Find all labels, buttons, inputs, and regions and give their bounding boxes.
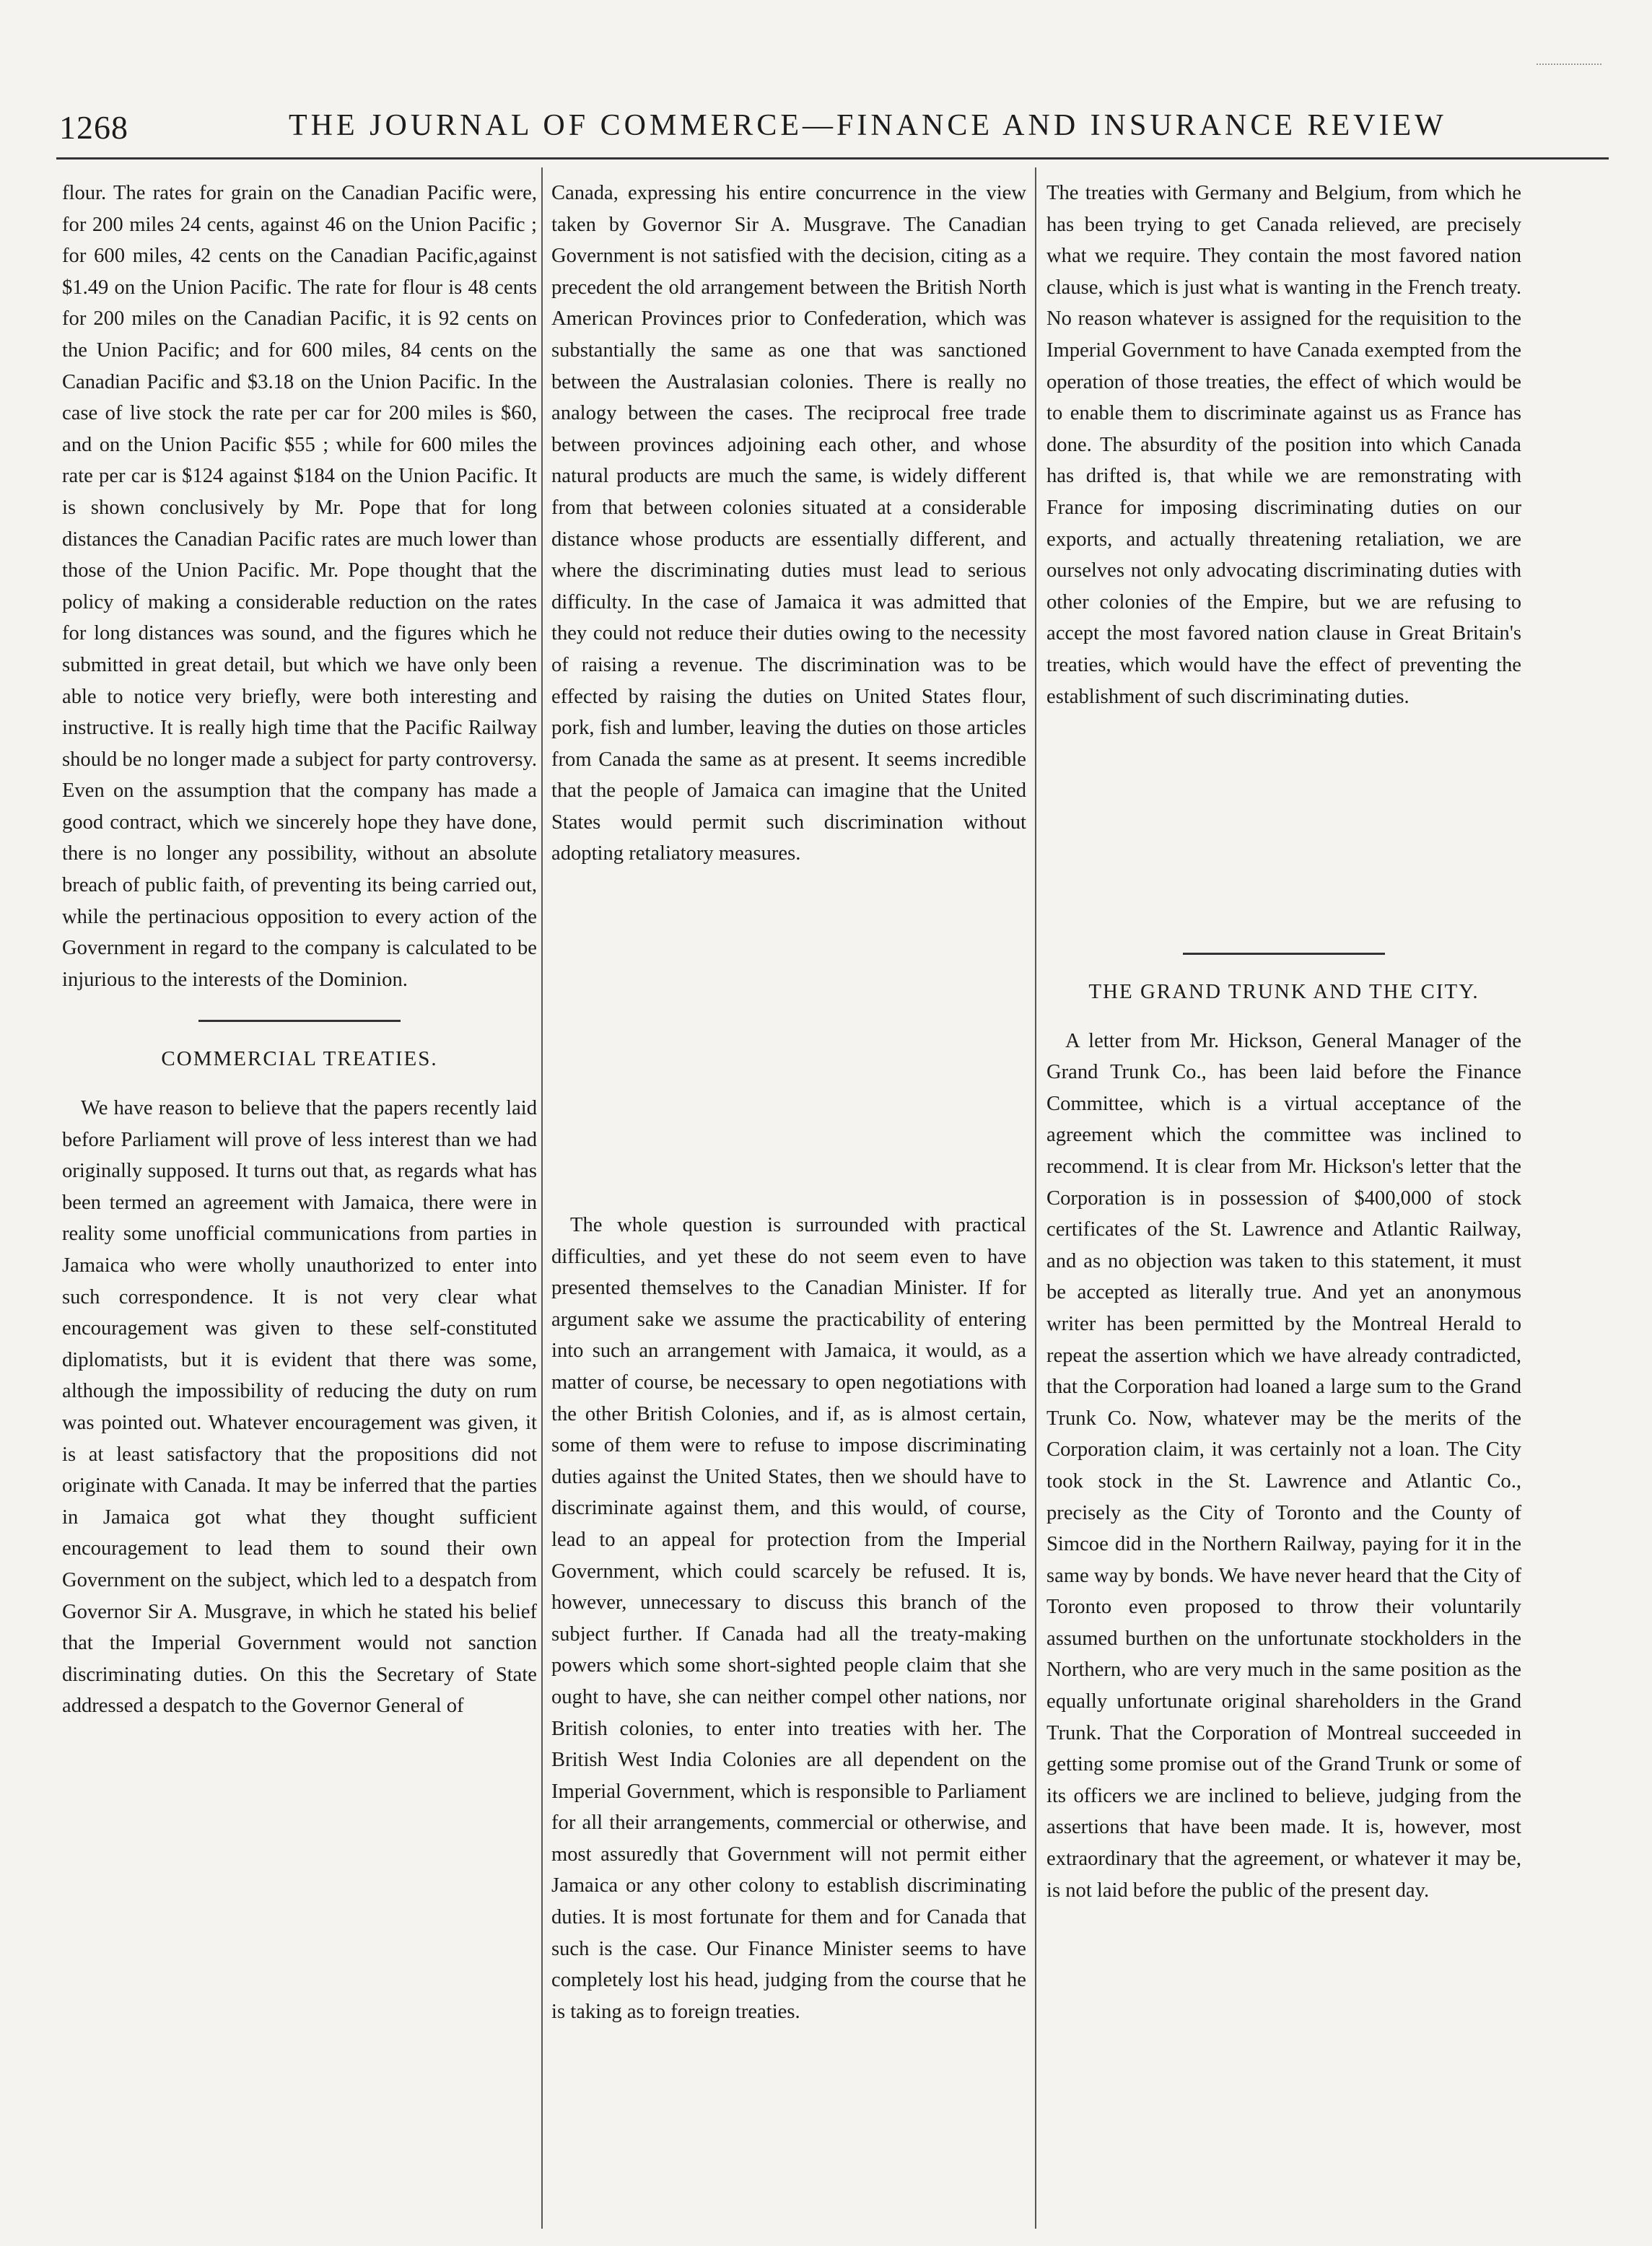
column-3 <box>1046 178 1521 1906</box>
section-divider <box>1183 953 1385 955</box>
article-paragraph: The whole question is surrounded with practical difficulties, and yet these do not seem even to have presented themselves to the Canadian Minister. If for argument sake we assume the practicability of entering into such an arrangement with Jamaica, it would, as a matter of course, be necessary to open negotiations with the other British Colonies, and if, as is almost certain, some of them were to refuse to impose discriminating duties against the United States, then we should have to discriminate against them, and this would, of course, lead to an appeal for protection from the Imperial Government, which could scarcely be refused. It is, however, unnecessary to discuss this branch of the subject further. If Canada had all the treaty-making powers which some short-sighted people claim that she ought to have, she can neither compel other nations, nor British colonies, to enter into treaties with her. The British West India Colonies are all dependent on the Imperial Government, which is responsible to Parliament for all their arrangements, commercial or otherwise, and most assuredly that Government will not permit either Jamaica or any other colony to establish discriminating duties. It is most fortunate for them and for Canada that such is the case. Our Finance Minister seems to have completely lost his head, judging from the course that he is taking as to foreign treaties. <box>551 1214 1026 2023</box>
section-divider <box>198 1020 401 1022</box>
header-rule <box>56 157 1609 160</box>
article-paragraph: We have reason to believe that the papers recently laid before Parliament will prove of less interest than we had originally supposed. It turns out that, as regards what has been termed an agreement with Jamaica, there were in reality some unofficial communications from parties in Jamaica who were wholly unauthorized to enter into such correspondence. It is not very clear what encouragement was given to these self-constituted diplomatists, but it is evident that there was some, although the impossibility of reducing the duty on rum was pointed out. Whatever encouragement was given, it is at least satisfactory that the propositions did not originate with Canada. It may be inferred that the parties in Jamaica got what they thought sufficient encouragement to lead them to sound their own Government on the subject, which led to a despatch from Governor Sir A. Musgrave, in which he stated his belief that the Imperial Government would not sanction discriminating duties. On this the Secretary of State addressed a despatch to the Governor General of <box>62 1097 537 1718</box>
section-heading-commercial-treaties: COMMERCIAL TREATIES. <box>161 1047 438 1071</box>
running-title: THE JOURNAL OF COMMERCE—FINANCE AND INSURANCE REVIEW <box>289 109 1447 142</box>
column-2 <box>551 178 1026 2220</box>
column-1 <box>62 178 537 2038</box>
article-paragraph: A letter from Mr. Hickson, General Manager of the Grand Trunk Co., has been laid before the Finance Committee, which is a virtual acceptance of the agreement which the committee was inclined to recommend. It is clear from Mr. Hickson's letter that the Corporation is in possession of $400,000 of stock certificates of the St. Lawrence and Atlantic Railway, and as no objection was taken to this statement, it must be accepted as literally true. And yet an anonymous writer has been permitted by the Montreal Herald to repeat the assertion which we have already contradicted, that the Corporation had loaned a large sum to the Grand Trunk Co. Now, whatever may be the merits of the Corporation claim, it was certainly not a loan. The City took stock in the St. Lawrence and Atlantic Co., precisely as the City of Toronto and the County of Simcoe did in the Northern Railway, paying for it in the same way by bonds. We have never heard that the City of Toronto even proposed to throw their voluntarily assumed burthen on the unfortunate stockholders in the Northern, who are very much in the same position as the equally unfortunate original shareholders in the Grand Trunk. That the Corporation of Montreal succeeded in getting some promise out of the Grand Trunk or some of its officers we are inclined to believe, judging from the assertions that have been made. It is, however, most extraordinary that the agreement, or whatever it may be, is not laid before the public of the present day. <box>1046 1029 1521 1902</box>
column-divider <box>1035 167 1036 2229</box>
column-divider <box>541 167 543 2229</box>
page-number: 1268 <box>59 109 128 146</box>
article-paragraph-continued: Canada, expressing his entire concurrence in the view taken by Governor Sir A. Musgrave. The Canadian Government is not satisfied with the decision, citing as a precedent the old arrangement between the British North American Provinces prior to Confederation, which was substantially the same as one that was sanctioned between the Australasian colonies. There is really no analogy between the cases. The reciprocal free trade between provinces adjoining each other, and whose natural products are much the same, is widely different from that between colonies situated at a considerable distance whose products are essentially different, and where the discriminating duties must lead to serious difficulty. In the case of Jamaica it was admitted that they could not reduce their duties owing to the necessity of raising a revenue. The discrimination was to be effected by raising the duties on United States flour, pork, fish and lumber, leaving the duties on those articles from Canada the same as at present. It seems incredible that the people of Jamaica can imagine that the United States would permit such discrimination without adopting retaliatory measures. <box>551 182 1026 865</box>
print-smudge <box>1537 64 1601 74</box>
article-continuation: flour. The rates for grain on the Canadian Pacific were, for 200 miles 24 cents, against 46 on the Union Pacific ; for 600 miles, 42 cents on the Canadian Pacific,against $1.49 on the Union Pacific. The rate for flour is 48 cents for 200 miles on the Canadian Pacific, it is 92 cents on the Union Pacific; and for 600 miles, 84 cents on the Canadian Pacific and $3.18 on the Union Pacific. In the case of live stock the rate per car for 200 miles is $60, and on the Union Pacific $55 ; while for 600 miles the rate per car is $124 against $184 on the Union Pacific. It is shown conclusively by Mr. Pope that for long distances the Canadian Pacific rates are much lower than those of the Union Pacific. Mr. Pope thought that the policy of making a considerable reduction on the rates for long distances was sound, and the figures which he submitted in great detail, but which we have only been able to notice very briefly, were both interesting and instructive. It is really high time that the Pacific Railway should be no longer made a subject for party controversy. Even on the assumption that the company has made a good contract, which we sincerely hope they have done, there is no longer any possibility, without an absolute breach of public faith, of preventing its being carried out, while the pertinacious opposition to every action of the Government in regard to the company is calculated to be injurious to the interests of the Dominion. <box>62 182 537 991</box>
section-heading-grand-trunk: THE GRAND TRUNK AND THE CITY. <box>1088 980 1480 1003</box>
article-paragraph-continued: The treaties with Germany and Belgium, from which he has been trying to get Canada relieved, are precisely what we require. They contain the most favored nation clause, which is just what is wanting in the French treaty. No reason whatever is assigned for the requisition to the Imperial Government to have Canada exempted from the operation of those treaties, the effect of which would be to enable them to discriminate against us as France has done. The absurdity of the position into which Canada has drifted is, that while we are remonstrating with France for imposing discriminating duties on our exports, and actually threatening retaliation, we are ourselves not only advocating discriminating duties with other colonies of the Empire, but we are refusing to accept the most favored nation clause in Great Britain's treaties, which would have the effect of preventing the establishment of such discriminating duties. <box>1046 182 1521 708</box>
